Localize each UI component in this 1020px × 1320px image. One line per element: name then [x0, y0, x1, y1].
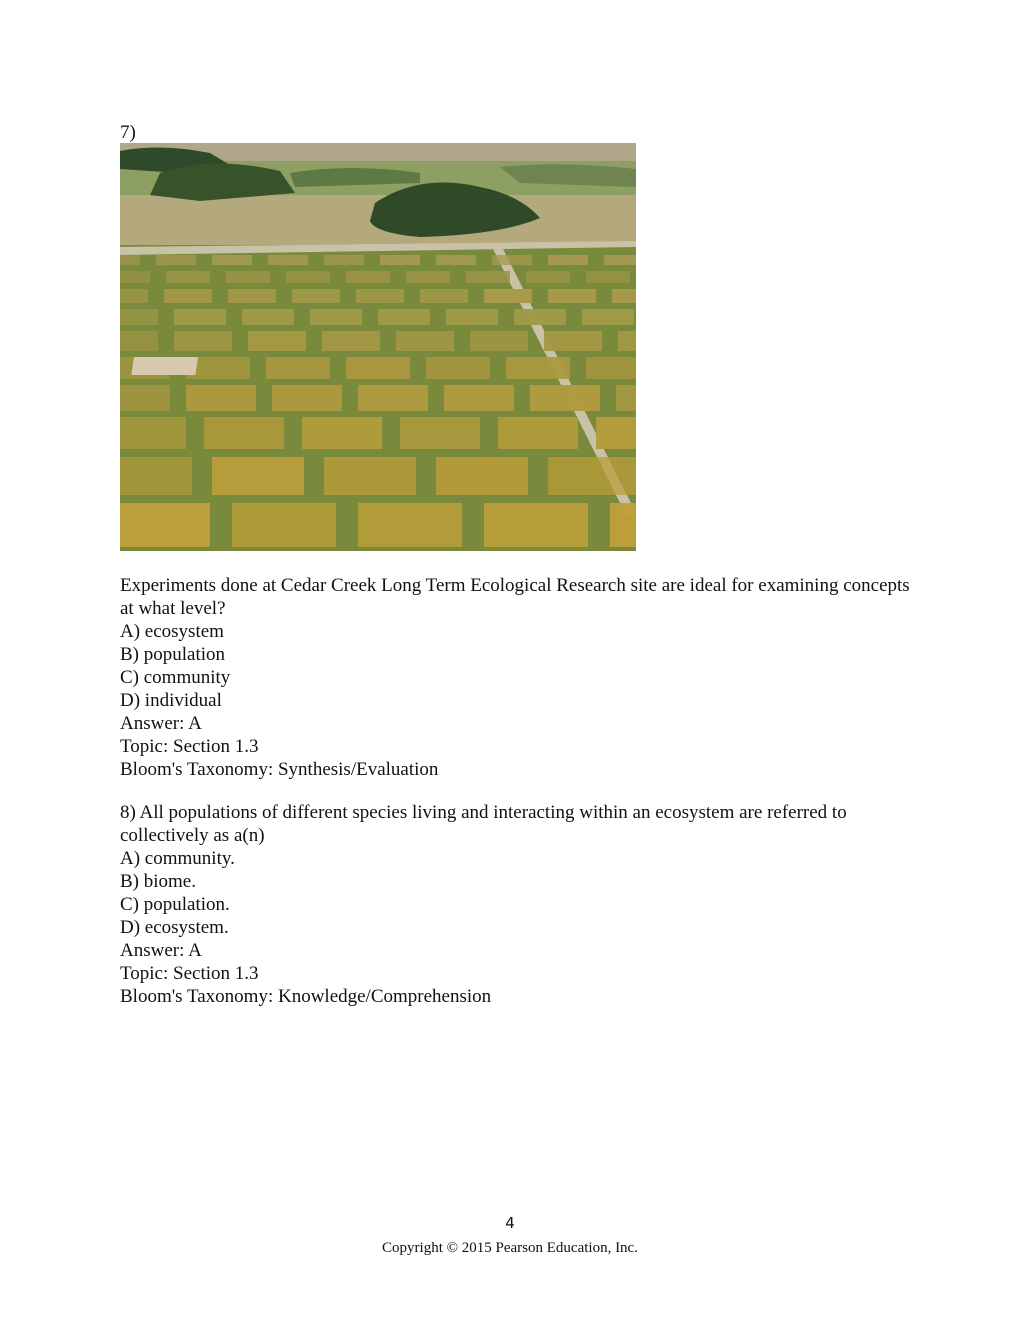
question-7-number: 7)	[120, 122, 136, 143]
copyright-notice: Copyright © 2015 Pearson Education, Inc.	[382, 1240, 638, 1256]
topic-line: Topic: Section 1.3	[120, 736, 259, 757]
cedar-creek-aerial-photo	[120, 143, 636, 551]
question-8	[120, 801, 910, 1008]
option-a: A) community.	[120, 848, 235, 869]
option-d: D) ecosystem.	[120, 917, 229, 938]
option-d: D) individual	[120, 690, 222, 711]
option-c: C) population.	[120, 894, 230, 915]
question-stem: Experiments done at Cedar Creek Long Term Ecological Research site are ideal for examining concepts at what level?	[120, 575, 910, 619]
page-number: 4	[505, 1214, 515, 1232]
option-b: B) population	[120, 644, 226, 665]
answer-line: Answer: A	[120, 713, 202, 734]
question-stem: 8) All populations of different species living and interacting within an ecosystem are referred to collectively as a(n)	[120, 802, 847, 846]
bloom-line: Bloom's Taxonomy: Knowledge/Comprehension	[120, 986, 492, 1007]
plot-grid	[120, 255, 636, 547]
topic-line: Topic: Section 1.3	[120, 963, 259, 984]
question-7	[120, 574, 910, 781]
answer-line: Answer: A	[120, 940, 202, 961]
option-b: B) biome.	[120, 871, 196, 892]
bloom-line: Bloom's Taxonomy: Synthesis/Evaluation	[120, 759, 439, 780]
option-c: C) community	[120, 667, 231, 688]
option-a: A) ecosystem	[120, 621, 224, 642]
